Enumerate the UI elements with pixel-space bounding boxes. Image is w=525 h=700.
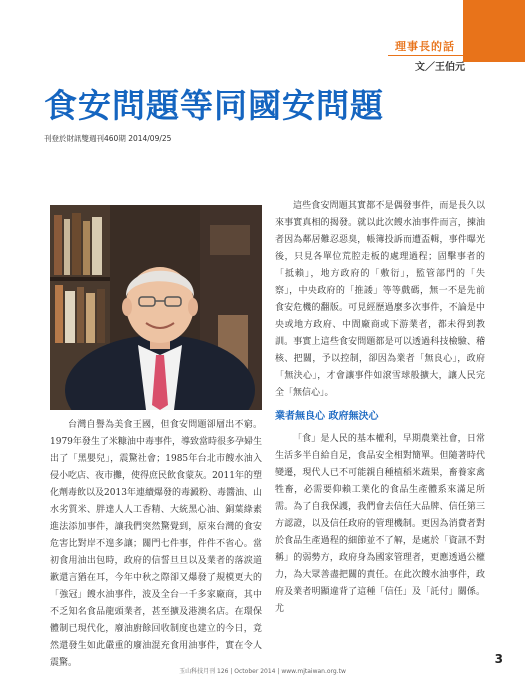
page-footer: 玉山科技月刊 126 | October 2014 | www.mjtaiwan.org.tw [179, 668, 346, 675]
article-column-left [50, 417, 262, 672]
article-column-right [275, 198, 485, 618]
column-title: 理事長的話 [395, 40, 455, 53]
paragraph-2: 這些食安問題其實都不是偶發事件，而是長久以來事實真相的揭發。就以此次餿水油事件而言，揀油者因為鄰居難忍惡臭，帳簿投訴而遭盃輯，事件曝光後，只見各單位荒腔走板的處理過程；固擊事者的「抵賴」，地方政府的「敷衍」，監管部門的「失察」，中央政府的「推諉」等等戲碼，無一不是先前食安危機的翻版。可見經歷過麼多次事件，不論是中央或地方政府、中間廠商或下游業者，都未得到教訓。事實上這些食安問題都是可以透過科技檢驗、稽核、把關，予以控制，卻因為業者「無良心」，政府「無決心」，才會讓事件如滾雪球般擴大，讓人民完全「無信心」。 [275, 201, 485, 398]
paragraph-3: 「食」是人民的基本權利，早期農業社會，日常生活多半自給自足，食品安全相對簡單。但隨著時代變遷，現代人已不可能親自種植稻米蔬果，畜養家禽牲畜，必需要仰賴工業化的食品生產體系來滿足所需。為了自我保護，我們會去信任大品牌、信任第三方認證，以及信任政府的管理機制。更因為消費者對於食品生產過程的細節並不了解，是處於「資訊不對稱」的弱勢方，政府身為國家管理者，更應透過公權力，為大眾善盡把關的責任。在此次餿水油事件，政府及業者明顯違背了這種「信任」及「託付」關係。尤 [275, 434, 485, 614]
paragraph-1: 台灣自譽為美食王國，但食安問題卻層出不窮。1979年發生了米糠油中毒事件，導致當時很多孕婦生出了「黑嬰兒」，震驚社會；1985年台北市餿水油入侵小吃店、夜市攤，使得庶民飲食蒙灰。2011年的塑化劑毒飲以及2013年連續爆發的毒澱粉、毒醬油、山水劣質米、胖達人人工香精、大統黑心油、銅葉綠素進法添加事件，讓我們突然驚覺到，原來台灣的食安危害比對岸不遑多讓；關門七件事，件件不省心。當初食用油出包時，政府的信誓旦旦以及業者的落淚道歉還言猶在耳，今年中秋之際卻又爆發了規模更大的「強冠」餿水油事件，波及全台一千多家廠商，其中不乏知名食品龍頭業者，甚至擴及港澳名店。在環保體制已現代化，廢油廚餘回收制度也建立的今日，竟然還發生如此嚴重的廢油混充食用油事件，實在令人震驚。 [50, 420, 262, 668]
publication-source: 刊登於財訊雙週刊460期 2014/09/25 [44, 134, 172, 143]
header-divider [388, 55, 470, 56]
author-portrait-photo [50, 205, 262, 410]
page-number: 3 [494, 652, 503, 666]
section-subheading: 業者無良心 政府無決心 [275, 411, 379, 422]
corner-accent-block [463, 0, 525, 62]
author-byline: 文／王伯元 [415, 62, 465, 73]
portrait-illustration [50, 205, 262, 410]
article-title: 食安問題等同國安問題 [44, 86, 384, 125]
